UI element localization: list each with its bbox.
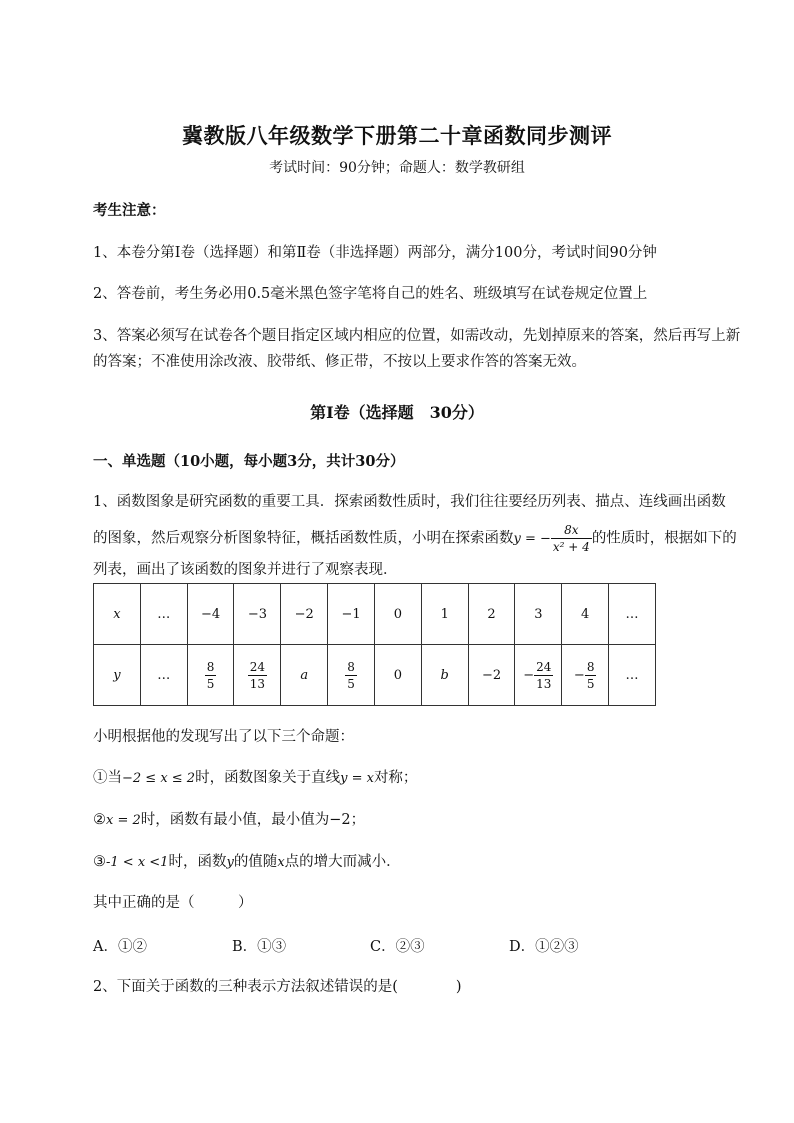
table-cell: … — [609, 645, 656, 706]
q1-function-fraction — [551, 524, 592, 553]
part-heading: 一、单选题（10小题，每小题3分，共计30分） — [93, 453, 405, 470]
option-b[interactable]: B．①③ — [232, 939, 287, 955]
fraction: $\frac{8}{5}$ — [586, 659, 595, 691]
fraction: $\frac{24}{13}$ — [249, 659, 266, 691]
table-cell: 0 — [374, 584, 421, 645]
q1-function-denominator: x² + 4 — [552, 540, 590, 554]
table-cell: … — [140, 645, 187, 706]
table-row — [94, 584, 656, 645]
proposition-1: ①当−2 ≤ x ≤ 2时，函数图象关于直线y = x对称； — [93, 770, 418, 786]
exam-subtitle: 考试时间：90分钟；命题人：数学教研组 — [269, 160, 525, 176]
page-title: 冀教版八年级数学下册第二十章函数同步测评 — [182, 123, 612, 148]
table-cell: … — [140, 584, 187, 645]
table-cell: −1 — [328, 584, 375, 645]
table-cell: −2 — [468, 645, 515, 706]
table-cell: a — [281, 645, 328, 706]
table-cell: − $\frac{24}{13}$ — [515, 645, 562, 706]
q1-intro: 小明根据他的发现写出了以下三个命题： — [93, 729, 354, 745]
section-title: 第Ⅰ卷（选择题 30分） — [310, 403, 484, 422]
table-cell: −2 — [281, 584, 328, 645]
q1-ask: 其中正确的是（ ） — [93, 895, 253, 911]
table-cell: −3 — [234, 584, 281, 645]
notice-item-3-cont: 的答案；不准使用涂改液、胶带纸、修正带，不按以上要求作答的答案无效。 — [93, 354, 586, 370]
fraction: $\frac{8}{5}$ — [206, 659, 215, 691]
option-d[interactable]: D．①②③ — [509, 939, 579, 955]
table-cell: 4 — [562, 584, 609, 645]
table-cell: 3 — [515, 584, 562, 645]
table-cell: 2 — [468, 584, 515, 645]
table-cell: 1 — [421, 584, 468, 645]
notice-item-1: 1、本卷分第Ⅰ卷（选择题）和第Ⅱ卷（非选择题）两部分，满分100分，考试时间90分钟 — [93, 245, 657, 261]
table-cell: −4 — [187, 584, 234, 645]
table-cell — [187, 645, 234, 706]
table-row — [94, 645, 656, 706]
table-header-y: y — [94, 645, 141, 706]
q1-line-1: 1、函数图象是研究函数的重要工具．探索函数性质时，我们往往要经历列表、描点、连线画出函数 — [93, 494, 726, 510]
fraction: $\frac{8}{5}$ — [347, 659, 355, 691]
option-a[interactable]: A．①② — [93, 939, 147, 955]
q1-function-lhs: y = − — [513, 531, 551, 547]
proposition-2: ②x = 2时，函数有最小值，最小值为−2； — [93, 812, 366, 828]
table-cell — [234, 645, 281, 706]
values-table — [93, 583, 656, 706]
q2-text: 2、下面关于函数的三种表示方法叙述错误的是( ) — [93, 979, 462, 995]
option-c[interactable]: C．②③ — [370, 939, 425, 955]
q1-line-3: 列表，画出了该函数的图象并进行了观察表现． — [93, 562, 398, 578]
table-cell: b — [421, 645, 468, 706]
notice-item-2: 2、答卷前，考生务必用0.5毫米黑色签字笔将自己的姓名、班级填写在试卷规定位置上 — [93, 286, 648, 302]
q1-line-2-text-b: 的性质时，根据如下的 — [591, 530, 737, 547]
fraction: $\frac{24}{13}$ — [536, 659, 552, 691]
q1-function-numerator: 8x — [564, 523, 579, 537]
proposition-3: ③-1 < x <1时，函数y的值随x点的增大而减小． — [93, 854, 401, 870]
table-header-x: x — [94, 584, 141, 645]
table-cell — [328, 645, 375, 706]
q1-line-2-text-a: 的图象，然后观察分析图象特征，概括函数性质，小明在探索函数 — [93, 530, 514, 547]
notice-heading: 考生注意： — [93, 202, 166, 219]
q1-line-2 — [93, 524, 737, 553]
table-cell: 0 — [374, 645, 421, 706]
table-cell: − $\frac{8}{5}$ — [562, 645, 609, 706]
notice-item-3: 3、答案必须写在试卷各个题目指定区域内相应的位置，如需改动，先划掉原来的答案，然后再写上新 — [93, 328, 741, 344]
table-cell: … — [609, 584, 656, 645]
